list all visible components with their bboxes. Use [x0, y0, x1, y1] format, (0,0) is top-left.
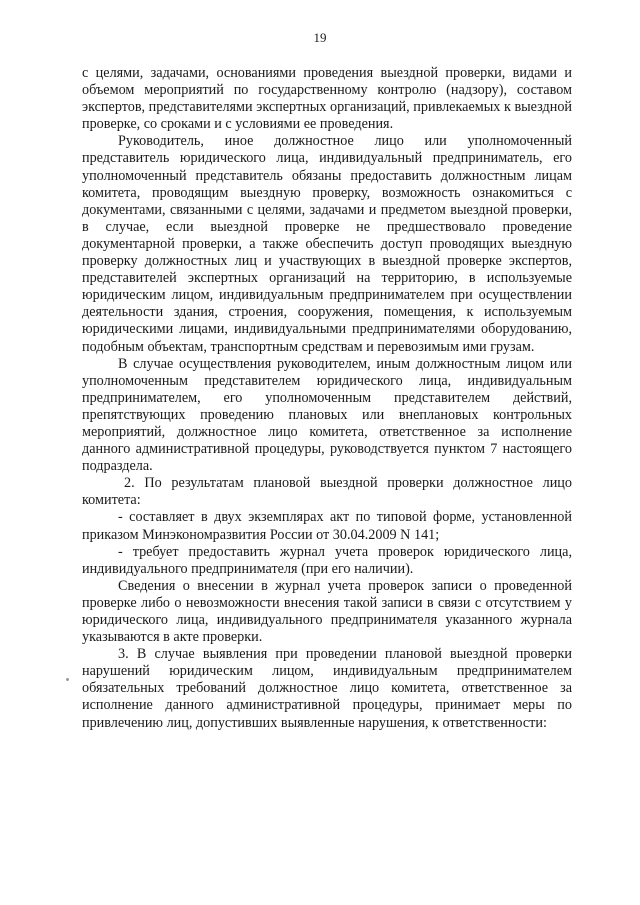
page-number: 19 [313, 30, 327, 45]
paragraph: Руководитель, иное должностное лицо или уполномоченный представитель юридического лица, индивидуальный предприниматель, его уполномоченный представитель обязаны предоставить должностным лицам комитета, проводящим выездную проверку, возможность ознакомиться с документами, связанными с целями, задачами и предметом выездной проверки, в случае, если выездной проверке не предшествовало проведение документарной проверки, а также обеспечить доступ проводящих выездную проверку должностных лиц и участвующих в выездной проверке экспертов, представителей экспертных организаций на территорию, в используемые юридическим лицом, индивидуальным предпринимателем при осуществлении деятельности здания, строения, сооружения, помещения, к используемым юридическими лицами, индивидуальными предпринимателями оборудованию, подобным объектам, транспортным средствам и перевозимым ими грузам. [82, 133, 572, 355]
paragraph: с целями, задачами, основаниями проведения выездной проверки, видами и объемом мероприятий по государственному контролю (надзору), составом экспертов, представителями экспертных организаций, привлекаемых к выездной проверке, со сроками и с условиями ее проведения. [82, 65, 572, 133]
scan-speck [66, 678, 69, 681]
list-item: - составляет в двух экземплярах акт по типовой форме, установленной приказом Минэкономразвития России от 30.04.2009 N 141; [82, 509, 572, 543]
list-item: - требует предоставить журнал учета проверок юридического лица, индивидуального предпринимателя (при его наличии). [82, 543, 572, 577]
paragraph: 2. По результатам плановой выездной проверки должностное лицо комитета: [82, 475, 572, 509]
document-body [82, 65, 572, 732]
paragraph: Сведения о внесении в журнал учета проверок записи о проведенной проверке либо о невозможности внесения такой записи в связи с отсутствием у юридического лица, индивидуального предпринимателя указанного журнала указываются в акте проверки. [82, 577, 572, 646]
paragraph: В случае осуществления руководителем, иным должностным лицом или уполномоченным представителем юридического лица, индивидуальным предпринимателем, его уполномоченным представителем действий, препятствующих проведению плановых или внеплановых контрольных мероприятий, должностное лицо комитета, ответственное за исполнение данного административной процедуры, руководствуется пунктом 7 настоящего подраздела. [82, 355, 572, 475]
paragraph: 3. В случае выявления при проведении плановой выездной проверки нарушений юридическим лицом, индивидуальным предпринимателем обязательных требований должностное лицо комитета, ответственное за исполнение данного административной процедуры, принимает меры по привлечению лиц, допустивших выявленные нарушения, к ответственности: [82, 646, 572, 731]
